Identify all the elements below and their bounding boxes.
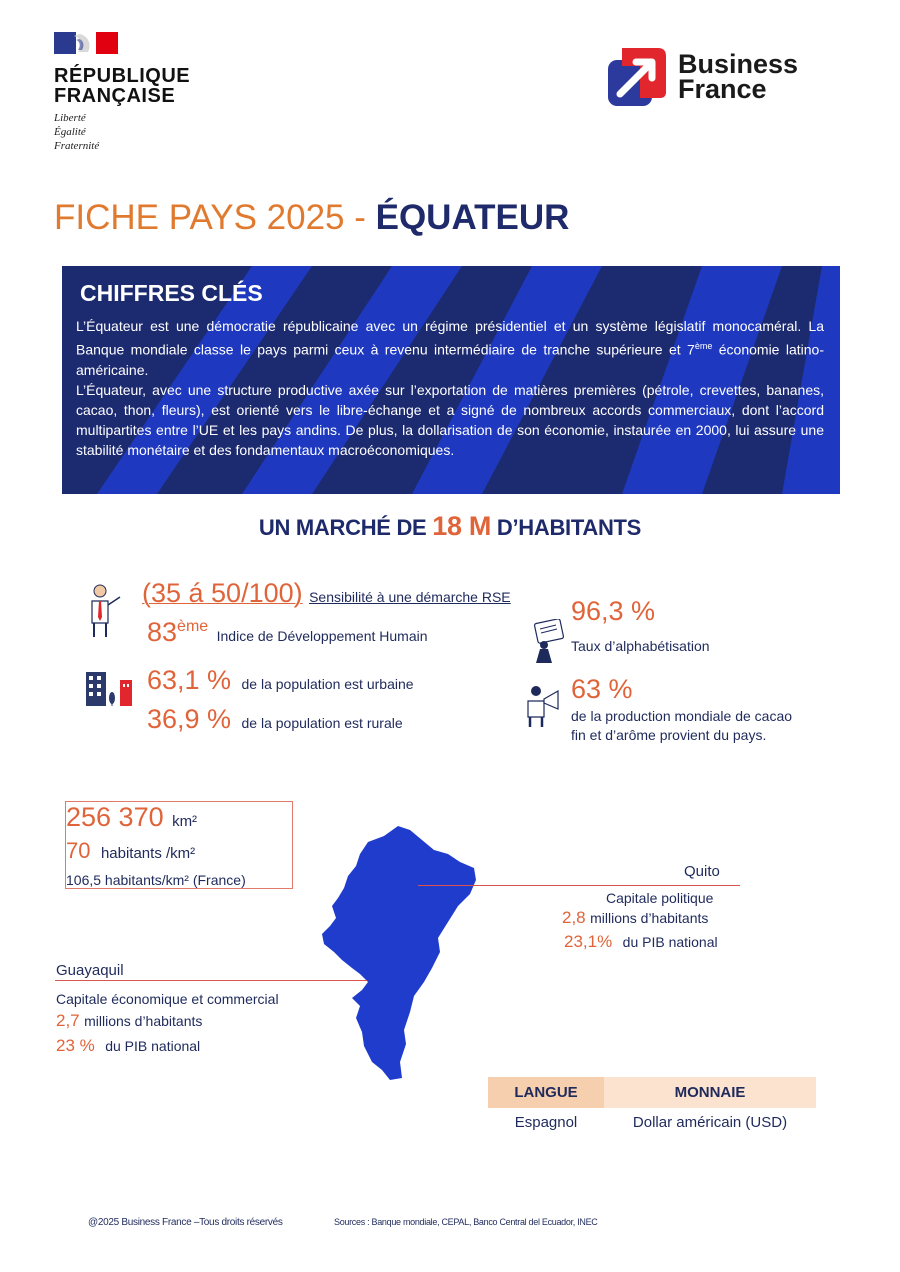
- motto-fraternite: Fraternité: [54, 140, 100, 152]
- surface-value: 256 370: [66, 802, 164, 832]
- currency-value: Dollar américain (USD): [632, 1114, 788, 1131]
- guayaquil-gdp: 23 % du PIB national: [56, 1036, 201, 1055]
- title-country: ÉQUATEUR: [375, 198, 570, 237]
- quito-connector-line: [418, 885, 740, 886]
- rse-value: (35 á 50/100): [142, 578, 303, 608]
- cocoa-value: 63 %: [571, 674, 633, 704]
- urban-value: 63,1 %: [147, 665, 232, 695]
- marianne-flag-icon: [54, 32, 118, 54]
- density-stat: [66, 836, 195, 866]
- language-header: LANGUE: [514, 1084, 578, 1101]
- key-figures-text: [76, 316, 824, 460]
- guayaquil-population: 2,7 millions d’habitants: [56, 1011, 203, 1030]
- cocoa-label: de la production mondiale de cacao fin et d’arôme provient du pays.: [571, 708, 793, 743]
- surface-stat: [66, 802, 197, 832]
- urban-stat: [147, 665, 414, 695]
- republique-francaise-logo: [54, 32, 224, 153]
- rural-stat: [147, 704, 403, 734]
- republique-line-1: RÉPUBLIQUE: [54, 65, 191, 87]
- page-title: [54, 198, 569, 238]
- density-unit: habitants /km²: [100, 845, 196, 862]
- idh-label: Indice de Développement Humain: [216, 628, 428, 644]
- surface-unit: km²: [172, 813, 198, 830]
- person-presenter-icon: [86, 583, 126, 639]
- motto-egalite: Égalité: [54, 126, 86, 138]
- city-buildings-icon: [84, 668, 136, 708]
- business-france-mark-icon: [606, 46, 668, 108]
- key-paragraph-2: L’Équateur, avec une structure productive axée sur l’exportation de matières premières (pétrole, crevettes, bananes, cacao, thon, fleurs), est orienté vers le libre-échange et a signé de nombreux accords commerciaux, dont l’accord multipartites entre l’UE et les pays andins. De plus, la dollarisation de son économie, instaurée en 2000, lui assure une stabilité monétaire et des fondamentaux macroéconomiques.: [76, 381, 824, 458]
- france-word: France: [678, 74, 767, 104]
- key-figures-heading: CHIFFRES CLÉS: [80, 280, 263, 306]
- key-figures-panel: [62, 266, 840, 494]
- idh-stat: [147, 612, 428, 647]
- footer-sources: Sources : Banque mondiale, CEPAL, Banco Central del Ecuador, INEC: [334, 1217, 598, 1227]
- motto-liberte: Liberté: [54, 112, 86, 124]
- rse-stat: [142, 578, 511, 608]
- quito-name: Quito: [684, 863, 720, 880]
- key-paragraph-1: L’Équateur est une démocratie républicaine avec un régime présidentiel et un système législatif monocaméral. La Banque mondiale classe le pays parmi ceux à revenu intermédiaire de tranche supérieure et 7ème économie latino-américaine.: [76, 318, 824, 378]
- literacy-value: 96,3 %: [571, 596, 656, 626]
- title-prefix: FICHE PAYS 2025 -: [54, 198, 376, 237]
- quito-role: Capitale politique: [606, 890, 714, 906]
- rural-label: de la population est rurale: [241, 715, 403, 731]
- business-france-logo: [606, 46, 798, 108]
- guayaquil-connector-line: [55, 980, 367, 981]
- literacy-label: Taux d’alphabétisation: [571, 638, 710, 654]
- urban-label: de la population est urbaine: [241, 676, 414, 692]
- market-headline: UN MARCHÉ DE 18 M D’HABITANTS: [258, 511, 642, 541]
- footer-copyright: @2025 Business France –Tous droits réservés: [88, 1217, 283, 1228]
- republique-line-2: FRANÇAISE: [54, 85, 176, 107]
- france-density: 106,5 habitants/km² (France): [66, 872, 246, 888]
- quito-gdp: 23,1% du PIB national: [564, 932, 718, 951]
- guayaquil-name: Guayaquil: [56, 962, 124, 979]
- rural-value: 36,9 %: [147, 704, 232, 734]
- quito-population: 2,8 millions d’habitants: [562, 908, 709, 927]
- idh-value: 83ème: [147, 617, 209, 647]
- market-highlight: 18 M: [432, 511, 492, 541]
- ecuador-map: [310, 822, 480, 1084]
- person-megaphone-icon: [524, 683, 568, 729]
- language-value: Espagnol: [514, 1114, 578, 1131]
- currency-header: MONNAIE: [674, 1084, 746, 1101]
- density-value: 70: [66, 838, 91, 863]
- person-reading-icon: [530, 619, 568, 665]
- guayaquil-role: Capitale économique et commercial: [56, 991, 279, 1007]
- business-word: Business: [678, 49, 799, 79]
- rse-label: Sensibilité à une démarche RSE: [309, 589, 511, 605]
